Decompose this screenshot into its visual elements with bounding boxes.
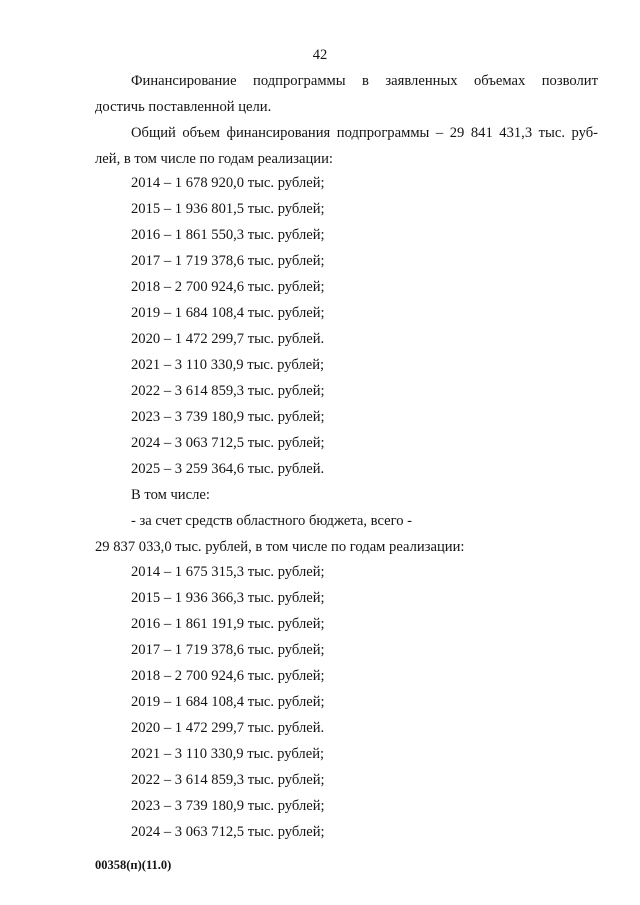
year-regional-line: 2023 – 3 739 180,9 тыс. рублей;: [131, 798, 325, 814]
year-total-line: 2015 – 1 936 801,5 тыс. рублей;: [131, 201, 325, 217]
regional-budget-total: 29 837 033,0 тыс. рублей, в том числе по годам реализации:: [95, 539, 465, 555]
intro-line-1: Финансирование подпрограммы в заявленных объемах позволит: [131, 73, 598, 89]
total-line-1: Общий объем финансирования подпрограммы – 29 841 431,3 тыс. руб-: [131, 125, 598, 141]
page-number: 42: [312, 47, 328, 63]
including-label: В том числе:: [131, 487, 210, 503]
year-regional-line: 2024 – 3 063 712,5 тыс. рублей;: [131, 824, 325, 840]
year-regional-line: 2022 – 3 614 859,3 тыс. рублей;: [131, 772, 325, 788]
year-total-line: 2017 – 1 719 378,6 тыс. рублей;: [131, 253, 325, 269]
year-regional-line: 2017 – 1 719 378,6 тыс. рублей;: [131, 642, 325, 658]
year-regional-line: 2015 – 1 936 366,3 тыс. рублей;: [131, 590, 325, 606]
year-total-line: 2016 – 1 861 550,3 тыс. рублей;: [131, 227, 325, 243]
year-total-line: 2014 – 1 678 920,0 тыс. рублей;: [131, 175, 325, 191]
year-regional-line: 2021 – 3 110 330,9 тыс. рублей;: [131, 746, 325, 762]
year-total-line: 2024 – 3 063 712,5 тыс. рублей;: [131, 435, 325, 451]
intro-paragraph: [95, 68, 598, 120]
regional-budget-label: - за счет средств областного бюджета, всего -: [131, 513, 413, 529]
year-regional-line: 2019 – 1 684 108,4 тыс. рублей;: [131, 694, 325, 710]
document-code-footer: 00358(п)(11.0): [95, 858, 172, 872]
year-total-line: 2021 – 3 110 330,9 тыс. рублей;: [131, 357, 325, 373]
total-financing-paragraph: [95, 120, 598, 172]
year-total-line: 2018 – 2 700 924,6 тыс. рублей;: [131, 279, 325, 295]
year-regional-line: 2016 – 1 861 191,9 тыс. рублей;: [131, 616, 325, 632]
year-total-line: 2019 – 1 684 108,4 тыс. рублей;: [131, 305, 325, 321]
intro-line-2: достичь поставленной цели.: [95, 99, 272, 115]
year-total-line: 2022 – 3 614 859,3 тыс. рублей;: [131, 383, 325, 399]
year-total-line: 2020 – 1 472 299,7 тыс. рублей.: [131, 331, 325, 347]
year-total-line: 2025 – 3 259 364,6 тыс. рублей.: [131, 461, 325, 477]
year-total-line: 2023 – 3 739 180,9 тыс. рублей;: [131, 409, 325, 425]
total-line-2: лей, в том числе по годам реализации:: [95, 151, 333, 167]
year-regional-line: 2018 – 2 700 924,6 тыс. рублей;: [131, 668, 325, 684]
year-regional-line: 2014 – 1 675 315,3 тыс. рублей;: [131, 564, 325, 580]
year-regional-line: 2020 – 1 472 299,7 тыс. рублей.: [131, 720, 325, 736]
